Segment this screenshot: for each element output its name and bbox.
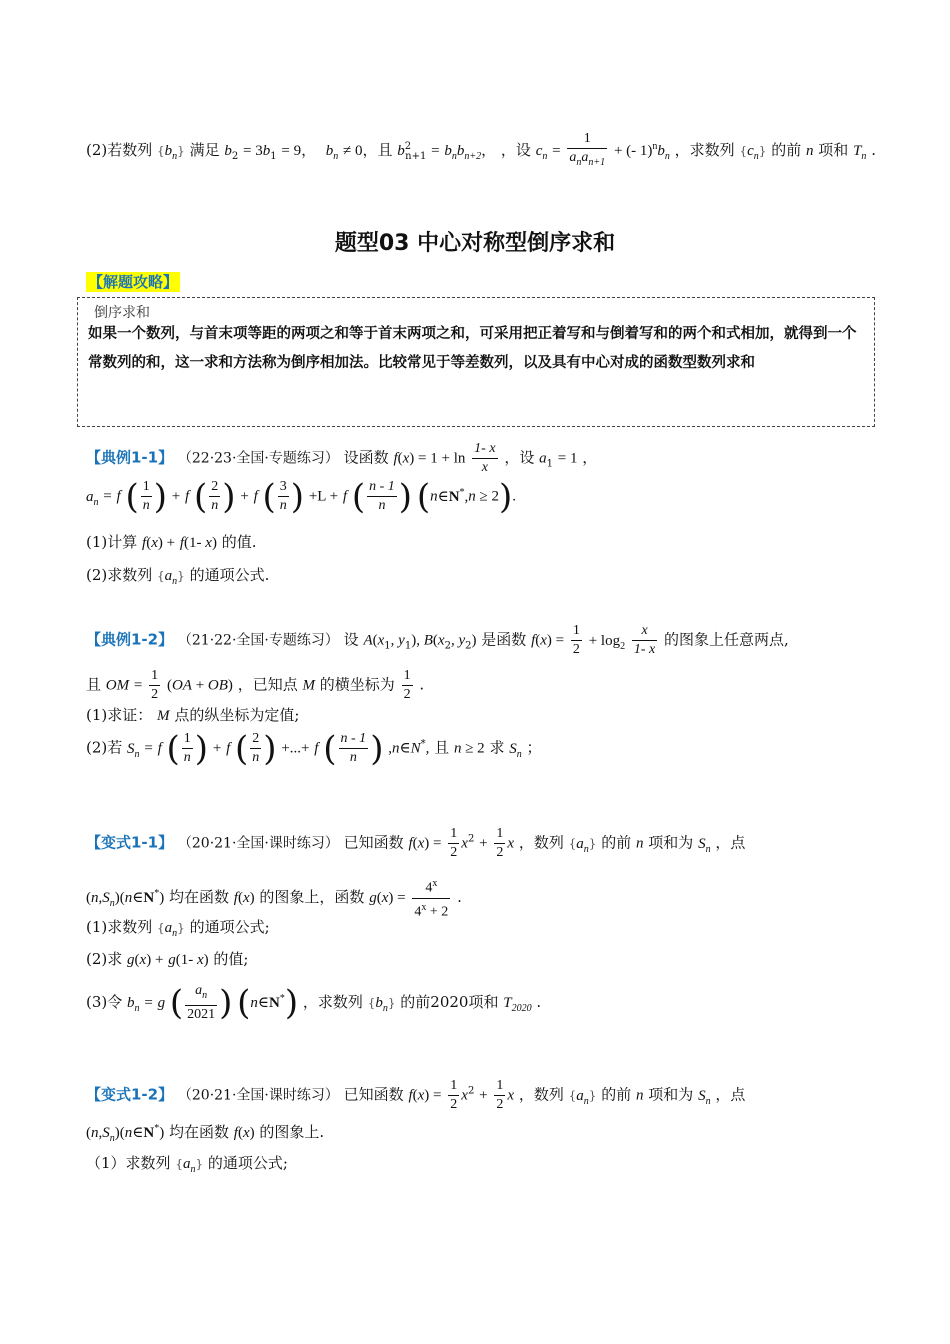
example-1-1-statement: 【典例1-1】 （22·23·全国·专题练习） 设函数 f(x) = 1 + ln $\frac{1- x}{x}$ ，设 $a_1 = 1$ ，: [86, 441, 598, 475]
strategy-body: 如果一个数列，与首末项等距的两项之和等于首末两项之和，可采用把正着写和与倒着写和的两个和式相加，就得到一个常数列的和，这一求和方法称为倒序相加法。比较常见于等差数列，以及具有中心对成的函数型数列求和: [88, 326, 857, 371]
section-title: 题型03 中心对称型倒序求和: [334, 231, 616, 256]
strategy-heading: 倒序求和: [94, 305, 150, 321]
example-1-2-question-2: (2)若 $S_n = f$ ( $\frac{1}{n}$ ) + f ( $\frac{2}{n}$ ) +...+ f ( $\frac{n - 1}{n}$ ) ,n∈N*, 且 n ≥ 2 求 $S_n$ ；: [86, 728, 542, 769]
variation-1-1-question-1: (1)求数列 $\{a_n\}$ 的通项公式;: [86, 918, 270, 939]
example-1-2-statement-2: 且 OM = $\frac{1}{2}$ (OA + OB) ，已知点 M 的横坐标为 $\frac{1}{2}$ .: [86, 668, 425, 702]
strategy-box: [77, 297, 875, 427]
example-1-1-label: 【典例1-1】: [86, 448, 174, 467]
variation-1-1-question-3: (3)令 $b_n = g$ ( $\frac{a_n}{2021}$ ) (n∈N*) ，求数列 $\{b_n\}$ 的前2020项和 $T_{2020}$ .: [86, 982, 542, 1023]
variation-1-2-statement: 【变式1-2】 （20·21·全国·课时练习） 已知函数 f(x) = $\frac{1}{2}$ $x^2$ + $\frac{1}{2}$ x ，数列 $\{a_n\}$ 的前 n 项和为 $S_n$ ，点: [86, 1078, 746, 1112]
variation-1-2-label: 【变式1-2】: [86, 1085, 174, 1104]
variation-1-1-source: （20·21·全国·课时练习）: [177, 835, 339, 852]
example-1-1-formula: $a_n = f$ ( $\frac{1}{n}$ ) + f ( $\frac{2}{n}$ ) + f ( $\frac{3}{n}$ ) +L + f ( $\frac{n - 1}{n}$ ) (n∈N*,n ≥ 2).: [86, 476, 517, 517]
example-1-2-source: （21·22·全国·专题练习）: [177, 632, 339, 649]
example-1-1-question-2: (2)求数列 $\{a_n\}$ 的通项公式.: [86, 566, 270, 587]
example-1-1-question-1: (1)计算 f(x) + f(1- x) 的值.: [86, 533, 257, 551]
variation-1-1-question-2: (2)求 g(x) + g(1- x) 的值;: [86, 950, 249, 968]
variation-1-2-source: （20·21·全国·课时练习）: [177, 1087, 339, 1104]
variation-1-1-statement: 【变式1-1】 （20·21·全国·课时练习） 已知函数 f(x) = $\frac{1}{2}$ $x^2$ + $\frac{1}{2}$ x ，数列 $\{a_n\}$ 的前 n 项和为 $S_n$ ，点: [86, 826, 746, 860]
problem-part-2: (2)若数列 $\{b_n\}$ 满足 $b_2 = 3b_1 = 9$， $b_n \ne 0$，且 $b^2_{n+1} = b_nb_{n+2}$， ，设 $c_n$ = $\frac{1}{a_na_{n+1}}$ + (- $1)^nb_n$ ，求数列 $\{c_n\}$ 的前 n 项和 $T_n$ .: [86, 131, 876, 168]
prefix-text: (2)若数列: [86, 140, 153, 159]
variation-1-2-statement-2: $(n,S_n)(n\in N^*)$ 均在函数 f(x) 的图象上.: [86, 1123, 325, 1144]
example-1-2-label: 【典例1-2】: [86, 630, 174, 649]
variation-1-1-label: 【变式1-1】: [86, 833, 174, 852]
example-1-2-question-1: (1)求证： M 点的纵坐标为定值;: [86, 706, 300, 724]
example-1-2-statement: 【典例1-2】 （21·22·全国·专题练习） 设 $A(x_1$, $y_1$), $B(x_2$, $y_2$) 是函数 f(x) = $\frac{1}{2}$ + $\log_2$ $\frac{x}{1- x}$ 的图象上任意两点,: [86, 623, 789, 657]
strategy-tag: 【解题攻略】: [88, 273, 179, 291]
variation-1-1-statement-2: $(n,S_n)(n\in N^*)$ 均在函数 f(x) 的图象上，函数 g(x) = $\frac{4^x}{4^x + 2}$ .: [86, 875, 462, 921]
variation-1-2-question-1: （1）求数列 $\{a_n\}$ 的通项公式;: [86, 1154, 288, 1175]
example-1-1-source: （22·23·全国·专题练习）: [177, 450, 339, 467]
